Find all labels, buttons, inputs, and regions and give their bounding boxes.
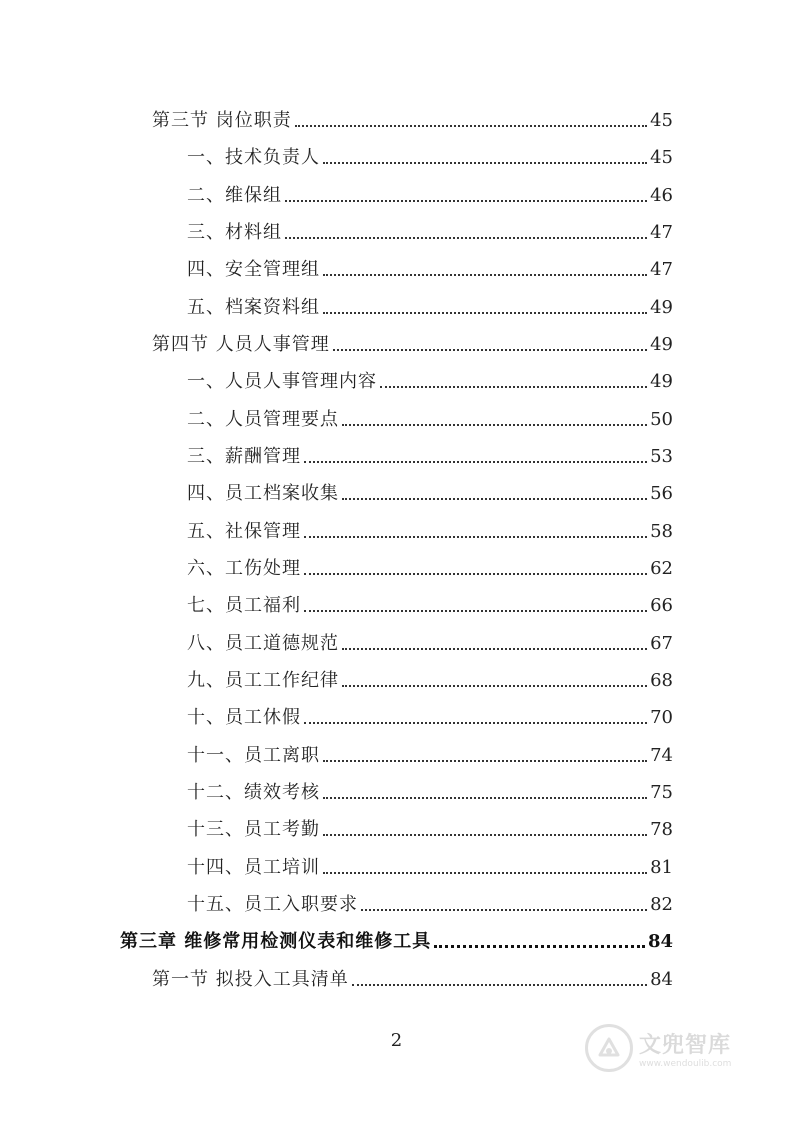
toc-entry-title: 一、技术负责人 <box>187 147 320 168</box>
toc-leader-dots <box>323 871 647 874</box>
toc-entry-title: 十三、员工考勤 <box>187 819 320 840</box>
toc-entry-page: 84 <box>647 931 673 952</box>
toc-entry-page: 67 <box>650 633 673 654</box>
toc-entry-page: 82 <box>650 894 673 915</box>
toc-entry-title: 一、人员人事管理内容 <box>187 371 377 392</box>
toc-leader-dots <box>342 684 647 687</box>
toc-entry-title: 四、员工档案收集 <box>187 483 339 504</box>
toc-entry-page: 53 <box>650 446 673 467</box>
toc-entry-page: 56 <box>650 483 673 504</box>
toc-entry[interactable] <box>187 741 673 767</box>
toc-entry[interactable] <box>187 815 673 841</box>
page-number: 2 <box>390 1030 403 1051</box>
toc-entry[interactable] <box>187 405 673 431</box>
toc-entry-title: 八、员工道德规范 <box>187 633 339 654</box>
toc-entry-title: 四、安全管理组 <box>187 259 320 280</box>
toc-entry-title: 第三章 维修常用检测仪表和维修工具 <box>120 931 432 952</box>
toc-entry[interactable] <box>187 666 673 692</box>
toc-leader-dots <box>304 572 647 575</box>
toc-leader-dots <box>342 497 647 500</box>
toc-entry[interactable] <box>187 367 673 393</box>
toc-entry-page: 81 <box>650 857 673 878</box>
toc-entry-section[interactable] <box>152 965 673 991</box>
brand-logo-icon <box>585 1024 633 1072</box>
toc-entry[interactable] <box>187 479 673 505</box>
toc-entry[interactable] <box>187 703 673 729</box>
toc-entry-page: 84 <box>650 969 673 990</box>
toc-leader-dots <box>304 460 647 463</box>
toc-leader-dots <box>333 348 647 351</box>
toc-leader-dots <box>304 609 647 612</box>
toc-entry-page: 45 <box>650 110 673 131</box>
toc-entry-section[interactable] <box>152 330 673 356</box>
toc-entry[interactable] <box>187 517 673 543</box>
toc-entry-title: 二、维保组 <box>187 185 282 206</box>
toc-leader-dots <box>352 983 647 986</box>
toc-entry-title: 二、人员管理要点 <box>187 409 339 430</box>
toc-leader-dots <box>323 161 647 164</box>
toc-entry-page: 58 <box>650 521 673 542</box>
toc-entry-title: 第四节 人员人事管理 <box>152 334 330 355</box>
toc-entry-page: 74 <box>650 745 673 766</box>
toc-entry-page: 47 <box>650 222 673 243</box>
toc-entry-section[interactable] <box>152 106 673 132</box>
toc-entry-title: 十四、员工培训 <box>187 857 320 878</box>
toc-leader-dots <box>434 944 645 948</box>
toc-leader-dots <box>304 721 647 724</box>
toc-entry-page: 49 <box>650 371 673 392</box>
toc-entry[interactable] <box>187 853 673 879</box>
toc-entry-page: 45 <box>650 147 673 168</box>
toc-entry-page: 78 <box>650 819 673 840</box>
toc-leader-dots <box>285 199 647 202</box>
toc-leader-dots <box>361 908 647 911</box>
toc-leader-dots <box>323 311 647 314</box>
toc-leader-dots <box>285 236 647 239</box>
toc-entry-page: 70 <box>650 707 673 728</box>
toc-entry[interactable] <box>187 778 673 804</box>
toc-entry-title: 五、社保管理 <box>187 521 301 542</box>
toc-entry-page: 75 <box>650 782 673 803</box>
toc-entry[interactable] <box>187 890 673 916</box>
toc-entry[interactable] <box>187 255 673 281</box>
toc-entry-page: 50 <box>650 409 673 430</box>
toc-leader-dots <box>295 124 647 127</box>
toc-entry-page: 49 <box>650 297 673 318</box>
toc-entry-page: 68 <box>650 670 673 691</box>
toc-leader-dots <box>323 833 647 836</box>
toc-entry[interactable] <box>187 293 673 319</box>
toc-entry-page: 46 <box>650 185 673 206</box>
toc-entry-title: 第三节 岗位职责 <box>152 110 292 131</box>
toc-entry-title: 十二、绩效考核 <box>187 782 320 803</box>
toc-leader-dots <box>380 385 647 388</box>
toc-entry-title: 十一、员工离职 <box>187 745 320 766</box>
toc-entry-title: 五、档案资料组 <box>187 297 320 318</box>
toc-entry[interactable] <box>187 591 673 617</box>
toc-entry-title: 六、工伤处理 <box>187 558 301 579</box>
toc-leader-dots <box>323 796 647 799</box>
watermark-url: www.wendoulib.com <box>639 1058 732 1069</box>
toc-entry[interactable] <box>187 442 673 468</box>
toc-leader-dots <box>342 423 647 426</box>
toc-entry-page: 47 <box>650 259 673 280</box>
toc-leader-dots <box>323 273 647 276</box>
toc-entry[interactable] <box>187 554 673 580</box>
toc-entry[interactable] <box>187 143 673 169</box>
toc-entry[interactable] <box>187 629 673 655</box>
toc-entry[interactable] <box>187 218 673 244</box>
toc-entry-title: 十、员工休假 <box>187 707 301 728</box>
toc-entry-title: 七、员工福利 <box>187 595 301 616</box>
toc-entry-chapter[interactable] <box>120 927 673 953</box>
toc-entry-title: 三、薪酬管理 <box>187 446 301 467</box>
toc-leader-dots <box>342 647 647 650</box>
toc-entry-title: 十五、员工入职要求 <box>187 894 358 915</box>
watermark-brand: 文兜智库 <box>639 1032 732 1058</box>
toc-entry-title: 第一节 拟投入工具清单 <box>152 969 349 990</box>
toc-entry-page: 66 <box>650 595 673 616</box>
toc-entry-title: 九、员工工作纪律 <box>187 670 339 691</box>
toc-leader-dots <box>304 535 647 538</box>
toc-entry-page: 62 <box>650 558 673 579</box>
toc-entry-title: 三、材料组 <box>187 222 282 243</box>
toc-entry[interactable] <box>187 181 673 207</box>
toc-entry-page: 49 <box>650 334 673 355</box>
watermark <box>585 1018 755 1078</box>
toc-leader-dots <box>323 759 647 762</box>
